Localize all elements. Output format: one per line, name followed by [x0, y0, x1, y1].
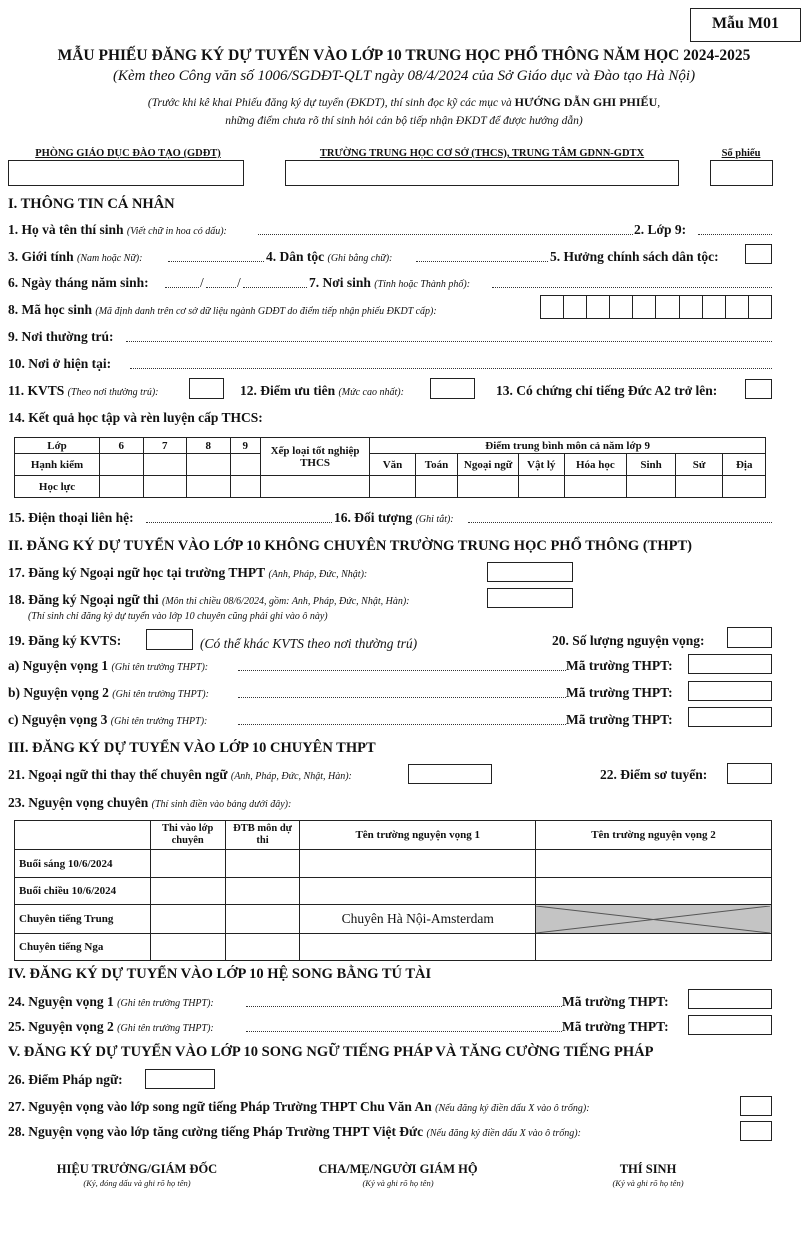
grade-7: 7	[143, 438, 187, 454]
instruction-note-1: (Trước khi kê khai Phiếu đăng ký dự tuyển (ĐKDT), thí sinh đọc kỹ các mục và HƯỚNG DẪN GHI PHIẾU,	[147, 95, 661, 109]
nv1-cell[interactable]	[300, 878, 535, 905]
f25-code-box[interactable]	[688, 1015, 772, 1035]
cell[interactable]	[187, 454, 231, 476]
row-label: Chuyên tiếng Nga	[15, 934, 151, 961]
f3-line: 3. Giới tính (Nam hoặc Nữ):	[8, 249, 143, 264]
f17-language-box[interactable]	[487, 562, 573, 582]
cell[interactable]	[518, 476, 564, 498]
sig-parent-note: (Ký và ghi rõ họ tên)	[362, 1178, 434, 1188]
subject-hoa-hoc: Hóa học	[564, 454, 627, 476]
f12-priority-box[interactable]	[430, 378, 475, 399]
f28-checkbox[interactable]	[740, 1121, 772, 1141]
disabled-cell	[535, 905, 771, 934]
f2-label: 2. Lớp 9:	[634, 222, 687, 237]
cell[interactable]	[723, 476, 766, 498]
header-thi-vao: Thi vào lớp chuyên	[150, 821, 225, 850]
nv-a-code-box[interactable]	[688, 654, 772, 674]
nv-b-ma-truong: Mã trường THPT:	[566, 685, 673, 700]
form-subtitle: (Kèm theo Công văn số 1006/SGDĐT-QLT ngày 08/4/2024 của Sở Giáo dục và Đào tạo Hà Nội)	[112, 68, 696, 84]
nv1-cell[interactable]	[300, 934, 535, 961]
nv-b-code-box[interactable]	[688, 681, 772, 701]
cell[interactable]	[675, 476, 723, 498]
f25-line: 25. Nguyện vọng 2 (Ghi tên trường THPT):	[8, 1019, 214, 1034]
nv-b-line: b) Nguyện vọng 2 (Ghi tên trường THPT):	[8, 685, 209, 700]
section-1-heading: I. THÔNG TIN CÁ NHÂN	[8, 196, 175, 212]
academic-results-table	[14, 437, 766, 498]
sig-student-title: THÍ SINH	[619, 1162, 677, 1176]
cell[interactable]	[150, 905, 225, 934]
truong-thcs-field[interactable]	[285, 160, 679, 186]
cell[interactable]	[260, 476, 369, 498]
subject-vat-ly: Vật lý	[518, 454, 564, 476]
nv-c-school-field[interactable]	[238, 724, 566, 725]
cell[interactable]	[535, 878, 771, 905]
cell[interactable]	[143, 454, 187, 476]
f27-checkbox[interactable]	[740, 1096, 772, 1116]
sig-principal-title: HIỆU TRƯỞNG/GIÁM ĐỐC	[56, 1162, 218, 1176]
f21-line: 21. Ngoại ngữ thi thay thế chuyên ngữ (Anh, Pháp, Đức, Nhật, Hàn):	[8, 767, 352, 782]
header-dtb: ĐTB môn dự thi	[225, 821, 300, 850]
f20-label: 20. Số lượng nguyện vọng:	[552, 633, 705, 648]
f22-score-box[interactable]	[727, 763, 772, 784]
f6-year-field[interactable]	[243, 287, 307, 288]
f24-ma-truong: Mã trường THPT:	[562, 994, 669, 1009]
cell[interactable]	[230, 454, 260, 476]
f28-line: 28. Nguyện vọng vào lớp tăng cường tiếng Pháp Trường THPT Việt Đức (Nếu đăng ký điền dấu X vào ô trống):	[8, 1124, 581, 1139]
cell[interactable]	[100, 454, 144, 476]
f19-label: 19. Đăng ký KVTS:	[8, 633, 122, 648]
f4-line: 4. Dân tộc (Ghi bằng chữ):	[266, 249, 393, 264]
cell[interactable]	[150, 934, 225, 961]
so-phieu-label: Số phiếu	[721, 148, 761, 159]
instruction-note-2: những điểm chưa rõ thí sinh hỏi cán bộ tiếp nhận ĐKDT để được hướng dẫn)	[225, 115, 583, 127]
section-2-heading: II. ĐĂNG KÝ DỰ TUYỂN VÀO LỚP 10 KHÔNG CHUYÊN TRƯỜNG TRUNG HỌC PHỔ THÔNG (THPT)	[8, 538, 692, 554]
nv1-cell[interactable]: Chuyên Hà Nội-Amsterdam	[300, 905, 535, 934]
f9-permanent-address-field[interactable]	[126, 341, 772, 342]
f12-line: 12. Điểm ưu tiên (Mức cao nhất):	[240, 383, 404, 398]
nv-a-line: a) Nguyện vọng 1 (Ghi tên trường THPT):	[8, 658, 209, 673]
cell[interactable]	[225, 905, 300, 934]
row-label: Chuyên tiếng Trung	[15, 905, 151, 934]
f22-label: 22. Điểm sơ tuyển:	[600, 767, 708, 782]
grade-6: 6	[100, 438, 144, 454]
f24-line: 24. Nguyện vọng 1 (Ghi tên trường THPT):	[8, 994, 214, 1009]
phong-gddt-label: PHÒNG GIÁO DỤC ĐÀO TẠO (GDĐT)	[35, 148, 221, 159]
f26-label: 26. Điểm Pháp ngữ:	[8, 1072, 123, 1087]
f14-label: 14. Kết quả học tập và rèn luyện cấp THCS:	[8, 410, 263, 425]
subject-sinh: Sinh	[627, 454, 676, 476]
f18-note: (Thí sinh chỉ đăng ký dự tuyển vào lớp 10 chuyên cũng phải ghi vào ô này)	[28, 611, 328, 622]
f21-language-box[interactable]	[408, 764, 492, 784]
f6-month-field[interactable]	[206, 287, 236, 288]
section-4-heading: IV. ĐĂNG KÝ DỰ TUYỂN VÀO LỚP 10 HỆ SONG BẰNG TÚ TÀI	[8, 966, 432, 982]
cell[interactable]	[143, 476, 187, 498]
truong-thcs-label: TRƯỜNG TRUNG HỌC CƠ SỞ (THCS), TRUNG TÂM GDNN-GDTX	[319, 148, 645, 159]
f27-line: 27. Nguyện vọng vào lớp song ngữ tiếng Pháp Trường THPT Chu Văn An (Nếu đăng ký điền dấu X vào ô trống):	[8, 1099, 590, 1114]
f6-label: 6. Ngày tháng năm sinh:	[8, 275, 149, 290]
row-hanh-kiem: Hạnh kiểm	[15, 454, 100, 476]
f18-exam-language-box[interactable]	[487, 588, 573, 608]
header-nv2: Tên trường nguyện vọng 2	[535, 821, 771, 850]
nv-b-school-field[interactable]	[238, 697, 566, 698]
row-label: Buổi sáng 10/6/2024	[15, 850, 151, 878]
xep-loai-header: Xếp loại tốt nghiệp THCS	[260, 438, 369, 476]
f23-line: 23. Nguyện vọng chuyên (Thí sinh điền vào bảng dưới đây):	[8, 795, 292, 810]
cell[interactable]	[187, 476, 231, 498]
cell[interactable]	[535, 934, 771, 961]
f4-ethnicity-field[interactable]	[416, 261, 548, 262]
f15-phone-field[interactable]	[146, 522, 332, 523]
f20-count-box[interactable]	[727, 627, 772, 648]
cell[interactable]	[564, 476, 627, 498]
nv-c-line: c) Nguyện vọng 3 (Ghi tên trường THPT):	[8, 712, 208, 727]
cell[interactable]	[370, 476, 416, 498]
row-hoc-luc: Học lực	[15, 476, 100, 498]
f5-checkbox[interactable]	[745, 244, 772, 264]
f11-line: 11. KVTS (Theo nơi thường trú):	[8, 383, 159, 398]
f19-kvts-box[interactable]	[146, 629, 193, 650]
f24-code-box[interactable]	[688, 989, 772, 1009]
nv1-cell[interactable]	[300, 850, 535, 878]
subject-dia: Địa	[723, 454, 766, 476]
f24-school-field[interactable]	[246, 1006, 562, 1007]
f25-ma-truong: Mã trường THPT:	[562, 1019, 669, 1034]
f6-sep-1: /	[200, 275, 204, 290]
phong-gddt-field[interactable]	[8, 160, 244, 186]
f15-label: 15. Điện thoại liên hệ:	[8, 510, 134, 525]
form-title: MẪU PHIẾU ĐĂNG KÝ DỰ TUYỂN VÀO LỚP 10 TRUNG HỌC PHỔ THÔNG NĂM HỌC 2024-2025	[57, 47, 751, 64]
f5-label: 5. Hưởng chính sách dân tộc:	[550, 249, 719, 264]
f10-current-address-field[interactable]	[130, 368, 772, 369]
nv-c-code-box[interactable]	[688, 707, 772, 727]
subject-su: Sử	[675, 454, 723, 476]
f19-hint: (Có thể khác KVTS theo nơi thường trú)	[200, 636, 418, 651]
f6-sep-2: /	[237, 275, 241, 290]
subject-van: Văn	[370, 454, 416, 476]
f6-day-field[interactable]	[165, 287, 199, 288]
cell[interactable]	[535, 850, 771, 878]
subject-toan: Toán	[415, 454, 458, 476]
cell[interactable]	[225, 878, 300, 905]
f1-fullname-field[interactable]	[258, 234, 633, 235]
cross-out-mark	[536, 906, 770, 933]
f11-kvts-box[interactable]	[189, 378, 224, 399]
specialized-choices-table	[14, 820, 772, 961]
f13-german-cert-box[interactable]	[745, 379, 772, 399]
f25-school-field[interactable]	[246, 1031, 562, 1032]
f16-category-field[interactable]	[468, 522, 772, 523]
subject-ngoai-ngu: Ngoại ngữ	[458, 454, 519, 476]
f8-student-code-boxes[interactable]	[540, 295, 772, 319]
cell[interactable]	[415, 476, 458, 498]
f7-birthplace-field[interactable]	[492, 287, 772, 288]
cell[interactable]	[458, 476, 519, 498]
so-phieu-field[interactable]	[710, 160, 773, 186]
cell[interactable]	[225, 850, 300, 878]
cell[interactable]	[150, 878, 225, 905]
cell[interactable]	[627, 476, 676, 498]
f8-line: 8. Mã học sinh (Mã định danh trên cơ sở dữ liệu ngành GDĐT do điểm tiếp nhận phiếu ĐKDT cấp):	[8, 302, 437, 317]
cell[interactable]	[225, 934, 300, 961]
section-3-heading: III. ĐĂNG KÝ DỰ TUYỂN VÀO LỚP 10 CHUYÊN THPT	[8, 740, 376, 756]
nv-c-ma-truong: Mã trường THPT:	[566, 712, 673, 727]
f9-label: 9. Nơi thường trú:	[8, 329, 114, 344]
f3-gender-field[interactable]	[168, 261, 264, 262]
f7-line: 7. Nơi sinh (Tỉnh hoặc Thành phố):	[309, 275, 471, 290]
sig-parent-title: CHA/MẸ/NGƯỜI GIÁM HỘ	[318, 1162, 478, 1176]
col-lop: Lớp	[15, 438, 100, 454]
header-blank	[15, 821, 151, 850]
grade-8: 8	[187, 438, 231, 454]
f18-line: 18. Đăng ký Ngoại ngữ thi (Môn thi chiều 08/6/2024, gồm: Anh, Pháp, Đức, Nhật, Hàn):	[8, 592, 410, 607]
form-code: Mẫu M01	[711, 15, 780, 32]
f16-line: 16. Đối tượng (Ghi tắt):	[334, 510, 454, 525]
f10-label: 10. Nơi ở hiện tại:	[8, 356, 112, 371]
section-5-heading: V. ĐĂNG KÝ DỰ TUYỂN VÀO LỚP 10 SONG NGỮ TIẾNG PHÁP VÀ TĂNG CƯỜNG TIẾNG PHÁP	[8, 1044, 654, 1060]
f13-label: 13. Có chứng chỉ tiếng Đức A2 trở lên:	[496, 383, 718, 398]
diem-tb-header: Điểm trung bình môn cả năm lớp 9	[370, 438, 766, 454]
sig-principal-note: (Ký, đóng dấu và ghi rõ họ tên)	[83, 1178, 191, 1188]
grade-9: 9	[230, 438, 260, 454]
sig-student-note: (Ký và ghi rõ họ tên)	[612, 1178, 684, 1188]
nv-a-school-field[interactable]	[238, 670, 566, 671]
header-nv1: Tên trường nguyện vọng 1	[300, 821, 535, 850]
f17-line: 17. Đăng ký Ngoại ngữ học tại trường THPT (Anh, Pháp, Đức, Nhật):	[8, 565, 368, 580]
f26-score-box[interactable]	[145, 1069, 215, 1089]
f2-class-field[interactable]	[698, 234, 772, 235]
cell[interactable]	[100, 476, 144, 498]
cell[interactable]	[230, 476, 260, 498]
row-label: Buổi chiều 10/6/2024	[15, 878, 151, 905]
f1-line: 1. Họ và tên thí sinh (Viết chữ in hoa có dấu):	[8, 222, 227, 237]
cell[interactable]	[150, 850, 225, 878]
nv-a-ma-truong: Mã trường THPT:	[566, 658, 673, 673]
